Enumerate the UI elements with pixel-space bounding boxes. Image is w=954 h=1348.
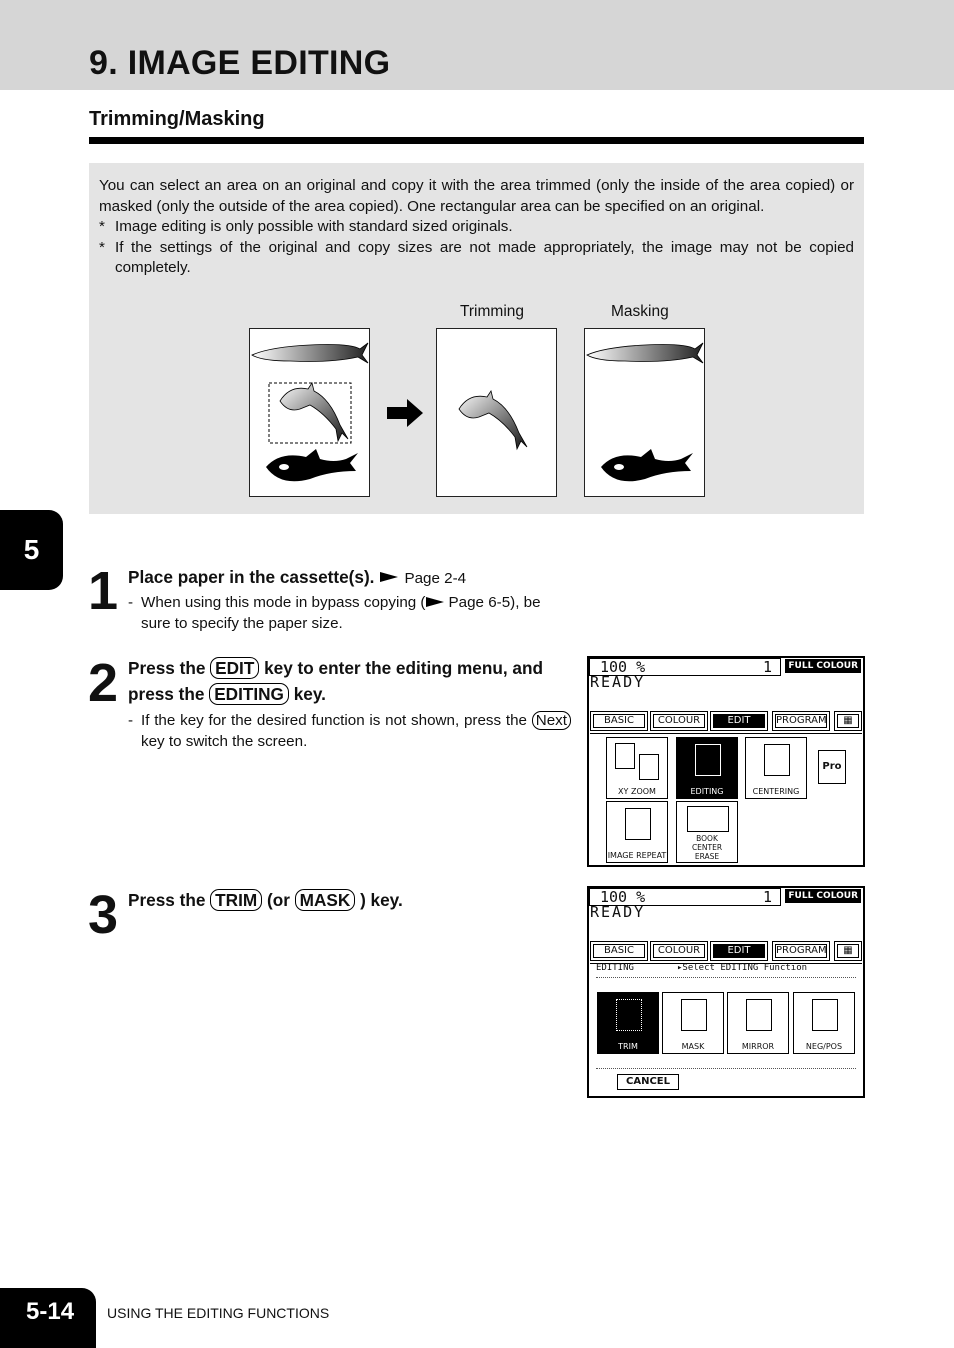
tab-label: EDIT [713,714,765,728]
copy-count: 1 [762,658,772,676]
icon-label: NEG/POS [805,1042,843,1051]
icon-label: XY ZOOM [618,787,656,796]
step-heading-text: Place paper in the cassette(s). [128,567,375,587]
note-text: Image editing is only possible with standard sized originals. [115,218,513,235]
section-rule [89,137,864,144]
tab-program[interactable] [772,711,830,731]
cancel-button[interactable]: CANCEL [617,1074,679,1090]
document-icon [625,808,651,840]
calendar-icon: ▦ [837,944,859,958]
ready-message: READY [590,903,646,921]
document-icon [746,999,772,1031]
tab-edit[interactable] [710,711,768,731]
tab-label: COLOUR [653,714,705,728]
step-heading-text: ) key. [360,890,403,910]
prompt-text: Select EDITING Function [682,963,808,973]
intro-text [99,176,854,279]
step-number: 2 [88,653,119,713]
trimming-sheet [436,328,557,497]
note-text: If the settings of the original and copy sizes are not made appropriately, the image may not be copied completely. [115,238,854,276]
zoom-readout: 100 % [600,888,646,906]
step-heading-text: Press the [128,890,206,910]
label-masking: Masking [611,303,669,320]
page-reference: Page 2-4 [404,570,467,587]
step-heading-text: Press the [128,658,206,678]
tab-calendar[interactable] [834,941,862,961]
step-note-text: key to switch the screen. [141,733,308,750]
editing-button[interactable] [676,737,738,799]
icon-label: TRIM [618,1042,638,1051]
reference-arrow-icon [426,597,444,607]
original-sheet [249,328,370,497]
mask-key[interactable]: MASK [295,889,356,911]
colour-mode-badge: FULL COLOUR [785,889,861,903]
prompt: ▸Select EDITING Function [677,963,808,973]
icon-label: CENTERING [752,787,800,796]
intro-note [99,217,854,238]
masking-illustration [585,329,704,496]
masking-sheet [584,328,705,497]
step-heading [128,655,573,707]
tab-bar [590,941,862,963]
document-icon [812,999,838,1031]
page-number-tab [0,1288,96,1348]
tab-program[interactable] [772,941,830,961]
divider [596,1068,856,1069]
mask-button[interactable] [662,992,724,1054]
chapter-tab: 5 [0,510,63,590]
document-icon [616,999,642,1031]
section-title: Trimming/Masking [89,108,265,130]
tab-edit[interactable] [710,941,768,961]
zoom-readout: 100 % [600,658,646,676]
tab-label: PROGRAM [776,715,827,726]
page-number: 5-14 [26,1298,75,1325]
colour-mode-badge: FULL COLOUR [785,659,861,673]
original-illustration [250,329,369,496]
document-icon [695,744,721,776]
trimming-illustration [437,329,556,496]
note-dash: - [128,712,134,729]
editing-key[interactable]: EDITING [209,683,289,705]
book-center-erase-button[interactable] [676,801,738,863]
image-repeat-button[interactable] [606,801,668,863]
reference-arrow-icon [380,572,398,582]
note-dash: - [128,594,134,611]
step-note [128,710,571,752]
step-heading-text: key to enter the editing menu, and press the [128,658,543,704]
next-key[interactable]: Next [532,711,571,730]
note-marker: * [99,218,105,235]
step-heading-text: key. [293,684,326,704]
tab-label: PROGRAM [776,945,827,956]
centering-button[interactable] [745,737,807,799]
trim-button[interactable] [597,992,659,1054]
document-icon [764,744,790,776]
intro-note [99,238,854,279]
tab-label: COLOUR [653,944,705,958]
step-heading [128,887,403,913]
document-icon [681,999,707,1031]
icon-label: BOOK CENTER ERASE [691,834,723,861]
xy-zoom-button[interactable] [606,737,668,799]
icon-label: EDITING [690,787,724,796]
divider [596,977,856,978]
tab-calendar[interactable] [834,711,862,731]
step-number: 1 [88,561,119,621]
step-note-text: When using this mode in bypass copying ( [141,594,426,611]
trim-key[interactable]: TRIM [210,889,262,911]
chapter-title: 9. IMAGE EDITING [89,44,391,82]
step-number: 3 [88,885,119,945]
editing-menu-screen [587,656,865,867]
intro-box [89,163,864,514]
tab-basic[interactable] [590,941,648,961]
step-heading-text: (or [266,890,290,910]
tab-colour[interactable] [650,941,708,961]
document-icon [639,754,659,780]
pro-button[interactable]: Pro [818,750,846,784]
intro-paragraph: You can select an area on an original and copy it with the area trimmed (only the inside of the area copied) or masked (only the outside of the area copied). One rectangular area can be specified on an original. [99,177,854,215]
footer-text: USING THE EDITING FUNCTIONS [107,1305,330,1321]
step-note-text: If the key for the desired function is not shown, press the [141,712,527,729]
calendar-icon: ▦ [837,714,859,728]
icon-label: MASK [681,1042,705,1051]
menu-label: EDITING [596,963,634,973]
icon-label: IMAGE REPEAT [607,851,667,860]
arrow-right-icon [387,399,425,427]
neg-pos-button[interactable] [793,992,855,1054]
edit-key[interactable]: EDIT [210,657,259,679]
ready-message: READY [590,673,646,691]
document-icon [615,743,635,769]
tab-divider [590,733,862,734]
note-marker: * [99,238,105,256]
tab-basic[interactable] [590,711,648,731]
book-icon [687,806,729,832]
tab-bar [590,711,862,733]
editing-function-screen [587,886,865,1098]
label-trimming: Trimming [460,303,525,320]
tab-colour[interactable] [650,711,708,731]
step-note-text: Page 6-5), be sure to specify the paper size. [141,594,541,632]
tab-label: BASIC [593,714,645,728]
step-note [128,592,573,634]
step-heading [128,564,466,592]
icon-label: MIRROR [741,1042,775,1051]
copy-count: 1 [762,888,772,906]
tab-label: EDIT [713,944,765,958]
mirror-button[interactable] [727,992,789,1054]
tab-label: BASIC [593,944,645,958]
